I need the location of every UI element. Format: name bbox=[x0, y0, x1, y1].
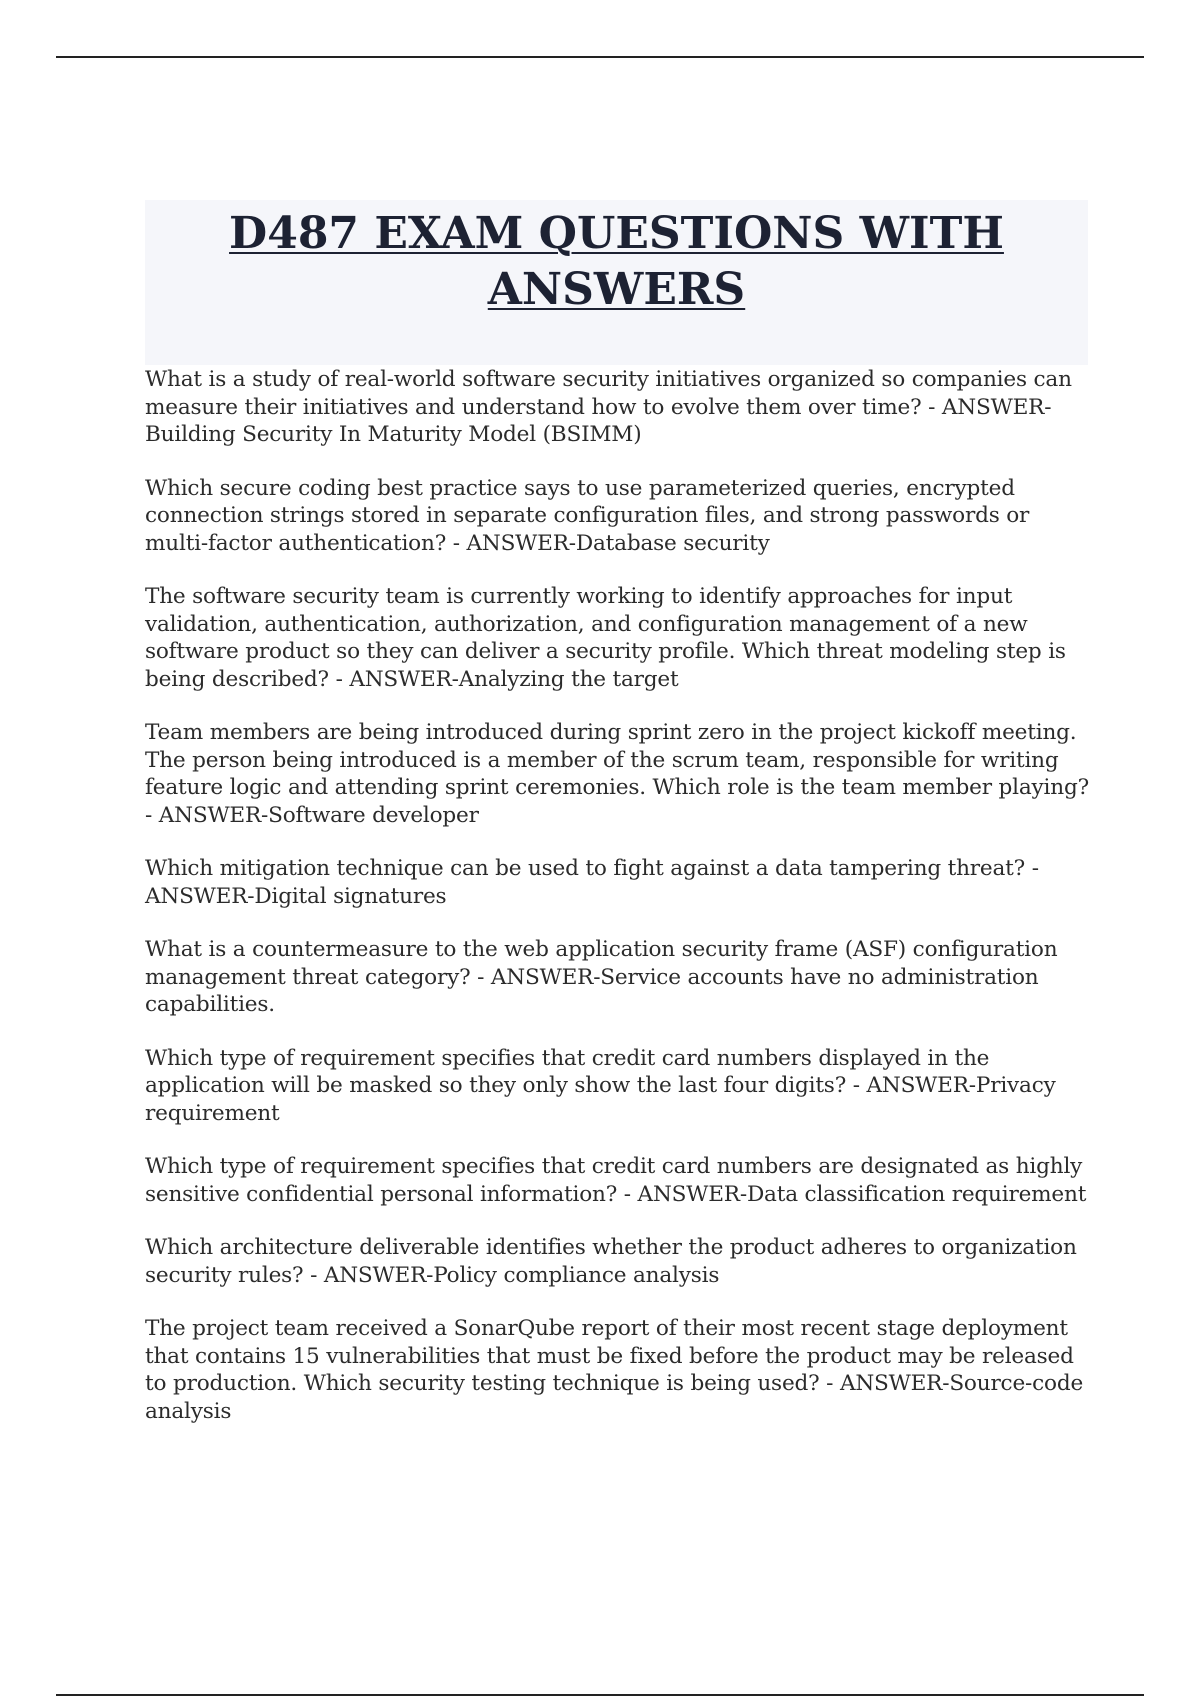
qa-item-3: The software security team is currently working to identify approaches for input validation, authentication, authorization, and configuration management of a new software product so they can deliver a security profile. Which threat modeling step is being described? - ANSWER-Analyzing the target bbox=[145, 584, 1066, 692]
qa-item-7: Which type of requirement specifies that credit card numbers displayed in the application will be masked so they only show the last four digits? - ANSWER-Privacy requirement bbox=[145, 1045, 1056, 1126]
qa-item-8: Which type of requirement specifies that credit card numbers are designated as highly sensitive confidential personal information? - ANSWER-Data classification requirement bbox=[145, 1154, 1087, 1207]
title-block bbox=[145, 200, 1088, 365]
qa-item-6: What is a countermeasure to the web application security frame (ASF) configuration management threat category? - ANSWER-Service accounts have no administration capabilities. bbox=[145, 937, 1058, 1017]
header-rule bbox=[56, 56, 1144, 58]
qa-item-2: Which secure coding best practice says to use parameterized queries, encrypted connection strings stored in separate configuration files, and strong passwords or multi-factor authentication? - ANSWER-Database security bbox=[145, 475, 1030, 556]
page-title: D487 EXAM QUESTIONS WITH ANSWERS bbox=[229, 208, 1004, 315]
qa-item-1: What is a study of real-world software security initiatives organized so companies can measure their initiatives and understand how to evolve them over time? - ANSWER-Building Security In Maturity Model (BSIMM) bbox=[145, 367, 1072, 447]
qa-item-9: Which architecture deliverable identifies whether the product adheres to organization security rules? - ANSWER-Policy compliance analysis bbox=[145, 1235, 1077, 1288]
qa-list bbox=[145, 366, 1090, 1451]
footer-rule bbox=[56, 1694, 1144, 1696]
qa-item-5: Which mitigation technique can be used to fight against a data tampering threat? - ANSWER-Digital signatures bbox=[145, 856, 1039, 909]
qa-item-4: Team members are being introduced during sprint zero in the project kickoff meeting. The person being introduced is a member of the scrum team, responsible for writing feature logic and attending sprint ceremonies. Which role is the team member playing? - ANSWER-Software developer bbox=[145, 720, 1089, 828]
qa-item-10: The project team received a SonarQube report of their most recent stage deployment that contains 15 vulnerabilities that must be fixed before the product may be released to production. Which security testing technique is being used? - ANSWER-Source-code analysis bbox=[145, 1316, 1084, 1424]
